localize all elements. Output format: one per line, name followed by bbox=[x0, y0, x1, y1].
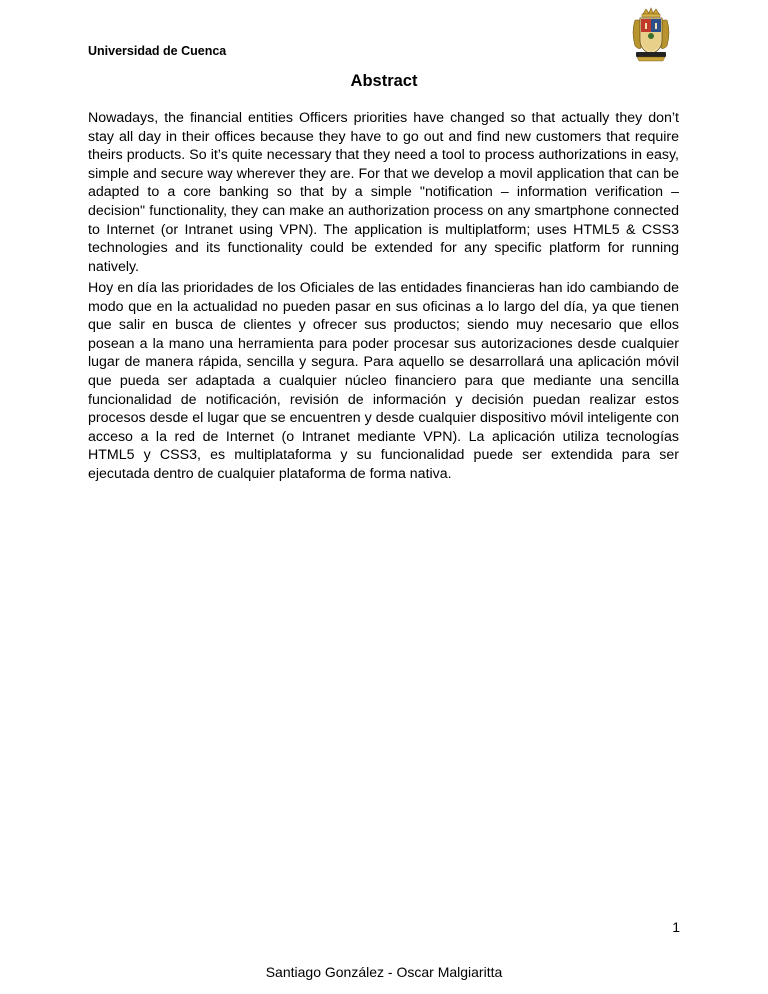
university-crest-icon bbox=[629, 6, 673, 62]
footer-authors: Santiago González - Oscar Malgiaritta bbox=[265, 964, 503, 980]
abstract-spanish-paragraph: Hoy en día las prioridades de los Oficiales de las entidades financieras han ido cambiando de modo que en la actualidad no pueden pasar en sus oficinas a lo largo del día, ya que tienen que salir en busca de clientes y ofrecer sus productos; siendo muy necesario que ellos posean a la mano una herramienta para poder procesar sus autorizaciones desde cualquier lugar de manera rápida, sencilla y segura. Para aquello se desarrollará una aplicación móvil que pueda ser adaptada a cualquier núcleo financiero para que mediante una sencilla funcionalidad de notificación, revisión de información y decisión puedan realizar estos procesos desde el lugar que se encuentren y desde cualquier dispositivo móvil inteligente con acceso a la red de Internet (o Intranet mediante VPN). La aplicación utiliza tecnologías HTML5 y CSS3, es multiplataforma y su funcionalidad puede ser extendida para ser ejecutada dentro de cualquier plataforma de forma nativa. bbox=[88, 280, 679, 482]
page-number: 1 bbox=[672, 919, 680, 935]
header-institution: Universidad de Cuenca bbox=[88, 44, 227, 58]
abstract-english-paragraph: Nowadays, the financial entities Officers priorities have changed so that actually they don’t stay all day in their offices because they have to go out and find new customers that require theirs products. So it’s quite necessary that they need a tool to process authorizations in easy, simple and secure way wherever they are. For that we develop a movil application that can be adapted to a core banking so that by a simple "notification – information verification – decision" functionality, they can make an authorization process on any smartphone connected to Internet (or Intranet using VPN). The application is multiplatform; uses HTML5 & CSS3 technologies and its functionality could be extended for any specific platform for running natively. bbox=[88, 110, 679, 275]
section-title: Abstract bbox=[350, 72, 418, 90]
